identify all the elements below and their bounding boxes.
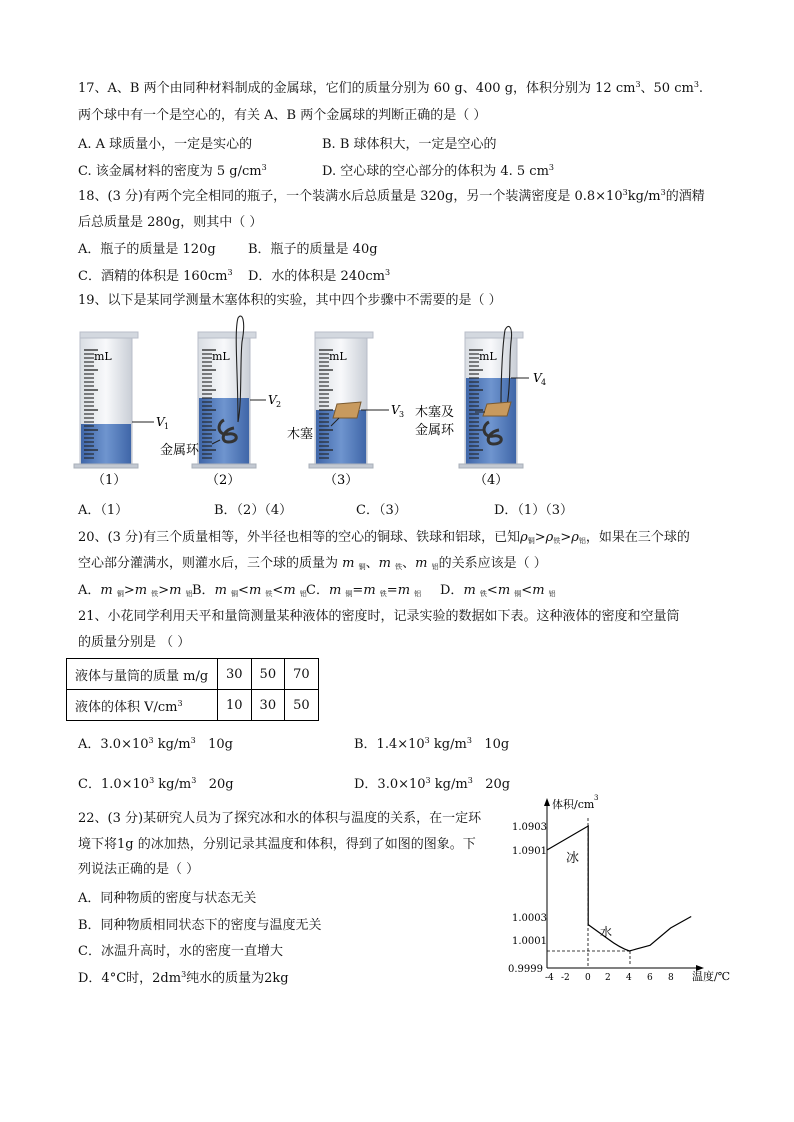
x-tick-label: 8 [668,973,674,983]
y-tick-label: 1.0003 [512,913,547,924]
step-label-4: （4） [474,473,509,488]
table-row [67,659,319,690]
q19-option-c: C．（3） [356,503,407,518]
step-label-3: （3） [324,473,359,488]
q18-option-d: D．水的体积是 $240cm^3$ [248,268,391,284]
y-tick-label: 0.9999 [508,964,543,975]
y-axis-arrow [544,798,550,806]
table-cell: 50 [251,659,285,690]
q17-option-a: A. A 球质量小，一定是实心的 [78,137,253,152]
x-tick-label: -2 [561,973,570,983]
series-line-ice [547,826,588,925]
q18-stem-line1: 18、(3 分)有两个完全相同的瓶子，一个装满水后总质量是 320g，另一个装满密度是 $0.8\times 10^3kg/m^3$的酒精 [78,188,705,204]
step-label-2: （2） [206,473,241,488]
q20-stem-line1: 20、(3 分)有三个质量相等，外半径也相等的空心的铜球、铁球和铝球，已知$\rho_铜>\rho_铁>\rho_铝$，如果在三个球的 [78,530,690,545]
x-tick-label: 0 [585,973,591,983]
q19-option-d: D．（1）（3） [494,503,573,518]
q17-option-c: C. 该金属材料的密度为 5 $g/cm^3$ [78,163,267,179]
svg-text:mL: mL [479,350,497,363]
svg-text:V: V [268,393,277,407]
q19-option-a: A．（1） [78,503,129,518]
svg-text:4: 4 [541,378,547,387]
q19-cylinders-figure [70,312,550,492]
table-cell: 液体与量筒的质量 m/g [67,659,218,690]
table-cell: 70 [285,659,319,690]
table-cell: 30 [251,690,285,721]
y-tick-label: 1.0901 [512,846,547,857]
q22-option-a: A．同种物质的密度与状态无关 [78,891,257,906]
q20-option-a: A．m $_铜$>m $_铁$>m $_铝$ [78,583,193,598]
x-tick-label: 4 [626,973,632,983]
q21-option-d: D．$3.0\times 10^3$ $kg/m^3$ 20g [354,776,511,792]
q22-ice-water-chart [508,788,748,988]
svg-text:2: 2 [276,400,282,409]
series-label-ice: 冰 [566,851,580,866]
svg-text:1: 1 [164,422,170,431]
cylinder-4 [415,326,546,468]
q21-data-table [66,658,319,721]
svg-text:V: V [533,371,542,385]
q22-option-b: B．同种物质相同状态下的密度与温度无关 [78,918,322,933]
x-tick-label: 6 [647,973,653,983]
table-cell: 30 [218,659,252,690]
svg-text:金属环: 金属环 [415,423,455,438]
q18-stem-line2: 后总质量是 280g，则其中（ ） [78,215,263,230]
svg-text:3: 3 [399,410,405,419]
q19-stem: 19、以下是某同学测量木塞体积的实验，其中四个步骤中不需要的是（ ） [78,293,502,308]
table-cell: 10 [218,690,252,721]
svg-text:木塞及: 木塞及 [415,405,455,420]
y-tick-label: 1.0903 [512,822,547,833]
q22-option-c: C．冰温升高时，水的密度一直增大 [78,944,283,959]
q17-stem-line2: 两个球中有一个是空心的，有关 A、B 两个金属球的判断正确的是（ ） [78,108,487,123]
svg-text:V: V [391,403,400,417]
svg-text:金属环: 金属环 [160,443,200,458]
y-tick-label: 1.0001 [512,936,547,947]
y-axis-label: 体积/cm [552,798,595,811]
q20-option-d: D．m $_铁$<m $_铜$<m $_铝$ [440,583,556,598]
q21-stem-line2: 的质量分别是 （ ） [78,635,191,650]
q17-option-b: B. B 球体积大，一定是空心的 [322,137,497,152]
q18-option-b: B．瓶子的质量是 40g [248,242,378,257]
table-row [67,690,319,721]
q17-option-d: D. 空心球的空心部分的体积为 4. 5 $cm^3$ [322,163,554,179]
q22-stem-line2: 境下将1g 的冰加热，分别记录其温度和体积，得到了如图的图象。下 [78,837,476,852]
q20-option-b: B．m $_铜$<m $_铁$<m $_铝$ [192,583,307,598]
svg-text:mL: mL [329,350,347,363]
q20-stem-line2: 空心部分灌满水，则灌水后，三个球的质量为 m $_铜$、m $_铁$、m $_铝$的关系应该是（ ） [78,556,547,571]
q18-option-c: C．酒精的体积是 $160cm^3$ [78,268,233,284]
svg-text:mL: mL [212,350,230,363]
table-cell: 50 [285,690,319,721]
q17-stem-line1: 17、A、B 两个由同种材料制成的金属球，它们的质量分别为 60 g、400 g，体积分别为 12 $cm^3$、50 $cm^3$. [78,80,704,96]
q21-option-c: C．$1.0\times 10^3$ $kg/m^3$ 20g [78,776,234,792]
cylinder-1 [74,332,169,468]
x-tick-label: -4 [545,973,554,983]
q22-option-d: D．4°C时，$2dm^3$纯水的质量为2kg [78,970,289,986]
svg-text:木塞: 木塞 [287,427,314,442]
q20-option-c: C．m $_铜$=m $_铁$=m $_铝$ [306,583,422,598]
q22-stem-line3: 列说法正确的是（ ） [78,862,200,877]
step-label-1: （1） [92,473,127,488]
x-axis-label: 温度/℃ [692,970,731,983]
q21-stem-line1: 21、小花同学利用天平和量筒测量某种液体的密度时，记录实验的数据如下表。这种液体的密度和空量筒 [78,609,680,624]
svg-text:V: V [156,415,165,429]
cylinder-3 [287,332,404,468]
series-label-water: 水 [600,925,613,939]
x-tick-label: 2 [605,973,611,983]
cylinder-2 [160,316,281,468]
q19-option-b: B．（2）（4） [214,503,293,518]
table-cell: 液体的体积 $V/cm^3$ [67,690,218,721]
q21-option-b: B．$1.4\times 10^3$ $kg/m^3$ 10g [354,736,510,752]
q21-option-a: A．$3.0\times 10^3$ $kg/m^3$ 10g [78,736,234,752]
svg-text:mL: mL [94,350,112,363]
y-axis-label-sup: 3 [594,794,599,802]
q18-option-a: A．瓶子的质量是 120g [78,242,216,257]
q22-stem-line1: 22、(3 分)某研究人员为了探究冰和水的体积与温度的关系，在一定环 [78,811,482,826]
